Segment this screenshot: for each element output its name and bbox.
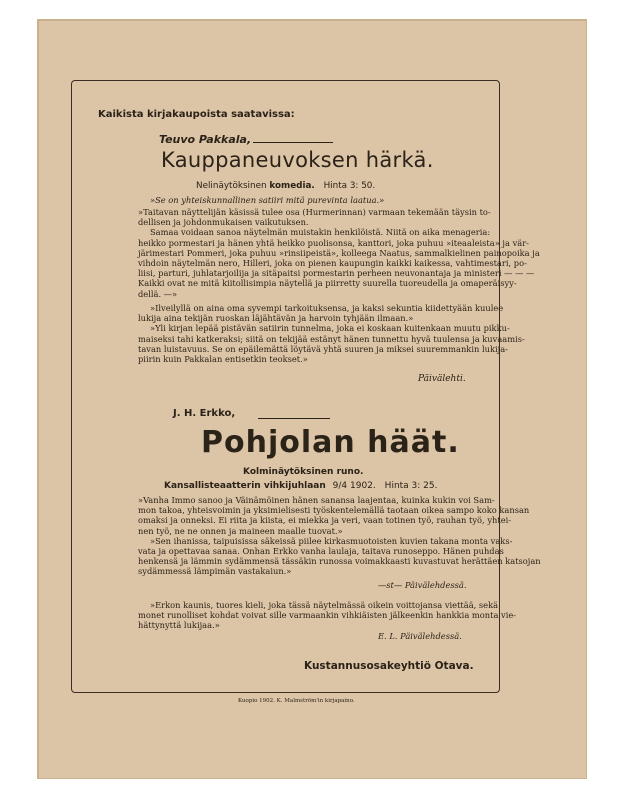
book2-title: Pohjolan häät. — [201, 425, 460, 460]
book2-premiere-text: Kansallisteaatterin vihkijuhlaan — [164, 481, 326, 491]
review-line: hättynyttä lukijaa.» — [138, 620, 220, 631]
book1-source: Päivälehti. — [418, 374, 466, 384]
book2-premiere — [164, 481, 437, 491]
review-line: »Erkon kaunis, tuores kieli, joka tässä näytelmässä oikein voittojansa viettää, sekä — [150, 600, 499, 610]
book1-title: Kauppaneuvoksen härkä. — [161, 148, 434, 172]
printer-footer: Kuopio 1902. K. Malmström'in kirjapaino. — [238, 698, 355, 704]
header-text: Kaikista kirjakaupoista saatavissa: — [98, 109, 295, 120]
review-line: Samaa voidaan sanoa näytelmän muistakin henkilöistä. Niitä on aika menageria: — [150, 227, 491, 238]
review-line: järimestari Pommeri, joka puhuu »rinsiipeistä», kolleega Naatus, sammalkielinen painopoika ja — [138, 247, 540, 258]
review-line: piirin kuin Pakkalan entisetkin teokset.» — [138, 353, 308, 364]
book1-review-1 — [138, 207, 540, 299]
book1-quote: »Se on yhteiskunnallinen satiiri mitä purevinta laatua.» — [150, 195, 385, 205]
book2-author-rule — [258, 418, 330, 419]
book2-review-2 — [138, 600, 516, 631]
book2-price: Hinta 3: 25. — [384, 481, 438, 491]
review-line: vihdoin näytelmän nero, Hilleri, joka on pienen kaupungin kaikki kaikessa, vahtimestari, po- — [138, 257, 527, 268]
book2-review-1 — [138, 495, 541, 577]
book2-date: 9/4 1902. — [332, 481, 376, 491]
review-line: tavan luistavuus. Se on epäilemättä löytävä yhtä suuren ja miksei suuremmankin lukija- — [138, 343, 508, 354]
book2-subtitle: Kolminäytöksinen runo. — [243, 467, 364, 477]
book1-subtitle — [196, 181, 375, 191]
book2-author: J. H. Erkko, — [173, 408, 236, 419]
review-line: monet runolliset kohdat voivat sille varmaankin vihkiäisten jälkeenkin hankkia monta vie- — [138, 610, 517, 621]
book1-subtitle-pre: Nelinäytöksinen — [196, 181, 270, 191]
review-line: maiseksi tahi katkeraksi; siitä on tekijää estänyt hänen tunnettu hyvä tuulensa ja kuvaamis- — [138, 333, 525, 344]
book2-source-2: E. L. Päivälehdessä. — [378, 631, 462, 641]
review-line: dellisen ja johdonmukaisen vaikutuksen. — [138, 217, 309, 228]
review-line: omaksi ja onneksi. Ei riita ja kiista, ei miekka ja veri, vaan totinen työ, rauhan työ, yhtei- — [138, 515, 512, 526]
review-line: henkensä ja lämmin sydämmensä tässäkin runossa voimakkaasti kuvastuvat herättäen katsojan — [138, 556, 541, 567]
review-line: dellä. —» — [138, 288, 178, 299]
review-line: »Ilveilyllä on aina oma syvempi tarkoituksensa, ja kaksi sekuntia kiidettyään kuulee — [150, 303, 504, 313]
review-line: liisi, parturi, juhlatarjoilija ja sitäpaitsi pormestarin perheen neuvonantaja ja ministeri — — — — [138, 268, 535, 279]
book2-source-1: —st— Päivälehdessä. — [378, 580, 467, 590]
book1-author: Teuvo Pakkala, — [159, 133, 252, 146]
review-line: lukija aina tekijän ruoskan läjähtävän ja harvoin tyhjään ilmaan.» — [138, 313, 414, 324]
book1-subtitle-bold: komedia. — [269, 181, 315, 191]
review-line: vata ja opettavaa sanaa. Onhan Erkko vanha laulaja, taitava runoseppo. Hänen puhdas — [138, 545, 504, 556]
review-line: »Taitavan näyttelijän käsissä tulee osa (Hurmerinnan) varmaan tekemään täysin to- — [138, 207, 491, 217]
book1-author-rule — [253, 142, 333, 143]
review-line: nen työ, ne ne onnen ja maineen maalle tuovat.» — [138, 525, 343, 536]
review-line: mon takoa, yhteisvoimin ja yksimielisesti työskentelemällä taotaan oikea sampo koko kansan — [138, 505, 530, 516]
book1-review-2 — [138, 303, 525, 364]
review-line: heikko pormestari ja hänen yhtä heikko puolisonsa, kanttori, joka puhuu »iteaaleista» ja vär- — [138, 237, 529, 248]
review-line: »Yli kirjan lepää pistävän satiirin tunnelma, joka ei koskaan kuitenkaan muutu pikku- — [150, 323, 510, 334]
review-line: »Sen ihanissa, taipuisissa säkeissä piilee kirkasmuotoisten kuvien takana monta vaks- — [150, 535, 513, 546]
review-line: sydämmessä lämpimän vastakaiun.» — [138, 566, 292, 577]
book1-price: Hinta 3: 50. — [323, 181, 376, 191]
publisher-name: Kustannusosakeyhtiö Otava. — [304, 660, 474, 672]
review-line: »Vanha Immo sanoo ja Väinämöinen hänen sanansa laajentaa, kuinka kukin voi Sam- — [138, 495, 495, 505]
review-line: Kaikki ovat ne mitä kiitollisimpia näytellä ja piirretty suurella tuoreudella ja omaperäisyy- — [138, 278, 517, 289]
